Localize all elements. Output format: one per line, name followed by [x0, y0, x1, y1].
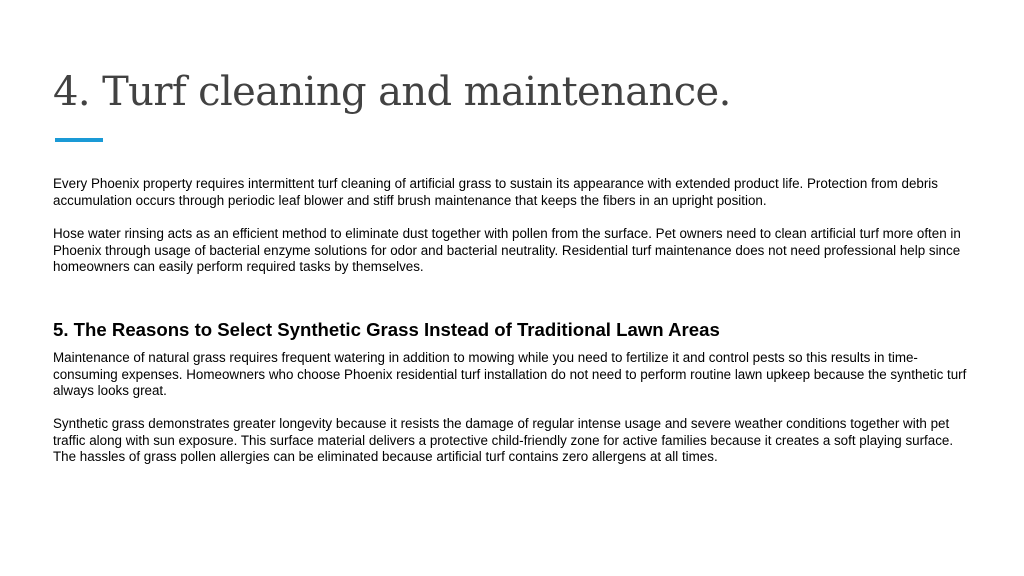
paragraph-natural-grass-maintenance: Maintenance of natural grass requires frequent watering in addition to mowing while you need to fertilize it and control pests so this results in time-consuming expenses. Homeowners who choose Phoenix residential turf installation do not need to perform routine lawn upkeep because the synthetic turf always looks great.	[53, 350, 967, 399]
paragraph-hose-rinsing: Hose water rinsing acts as an efficient method to eliminate dust together with pollen from the surface. Pet owners need to clean artificial turf more often in Phoenix through usage of bacterial enzyme solutions for odor and bacterial neutrality. Residential turf maintenance does not need professional help since homeowners can easily perform required tasks by themselves.	[53, 226, 961, 275]
slide-title: 4. Turf cleaning and maintenance.	[53, 69, 731, 115]
section-heading: 5. The Reasons to Select Synthetic Grass Instead of Traditional Lawn Areas	[53, 319, 720, 340]
paragraph-synthetic-longevity: Synthetic grass demonstrates greater longevity because it resists the damage of regular intense usage and severe weather conditions together with pet traffic along with sun exposure. This surface material delivers a protective child-friendly zone for active families because it creates a soft playing surface. The hassles of grass pollen allergies can be eliminated because artificial turf contains zero allergens at all times.	[53, 416, 954, 465]
title-accent-bar	[55, 138, 103, 142]
paragraph-turf-cleaning: Every Phoenix property requires intermittent turf cleaning of artificial grass to sustain its appearance with extended product life. Protection from debris accumulation occurs through periodic leaf blower and stiff brush maintenance that keeps the fibers in an upright position.	[53, 176, 938, 208]
